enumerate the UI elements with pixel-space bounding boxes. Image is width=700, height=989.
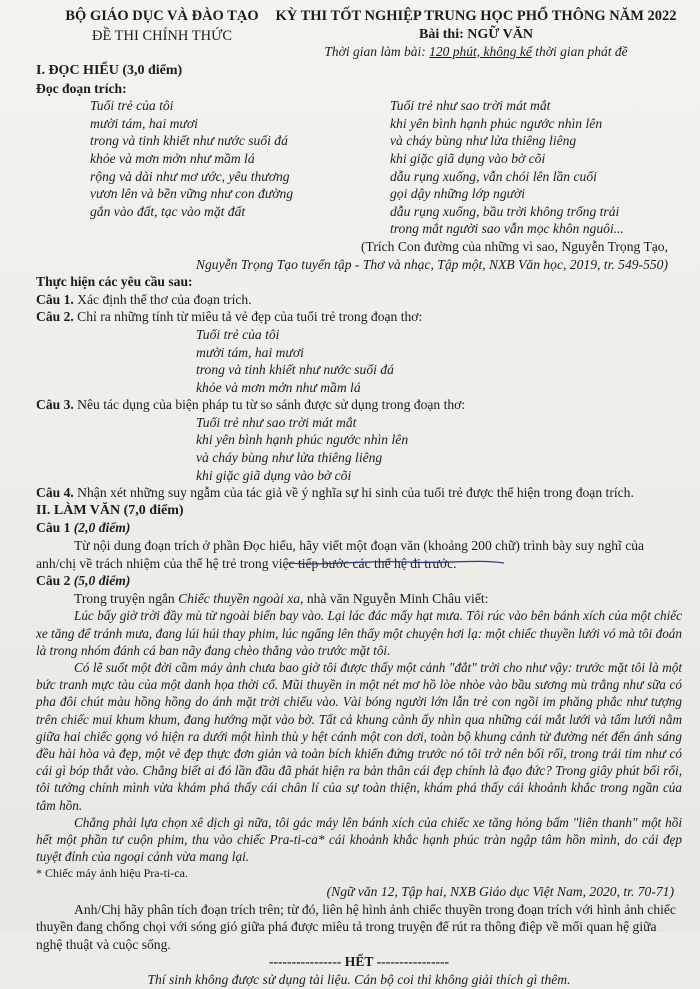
q2-quote-line-4: khỏe và mơn mởn như mầm lá [196, 379, 361, 395]
writing-question-2-label: Câu 2 [36, 573, 71, 589]
writing-question-1-points: (2,0 điểm) [70, 520, 131, 536]
poem-left-column [36, 97, 366, 238]
reading-section-title: I. ĐỌC HIỂU (3,0 điểm) [36, 63, 183, 78]
question-4-text: Nhận xét những suy ngẫm của tác giả về ý nghĩa sự hi sinh của tuổi trẻ được thể hiện trong đoạn trích. [73, 485, 634, 501]
question-3-quote [36, 414, 682, 484]
story-title: Chiếc thuyền ngoài xa [178, 590, 301, 606]
poem-right-column [366, 97, 682, 238]
ministry-name: BỘ GIÁO DỤC VÀ ĐÀO TẠO [65, 8, 259, 24]
writing-question-2-intro [36, 590, 682, 608]
header-left [62, 8, 262, 45]
poem-excerpt [36, 97, 682, 238]
exam-header [0, 8, 700, 68]
story-paragraph-1: Lúc bấy giờ trời đầy mù từ ngoài biển bay vào. Lại lác đác mấy hạt mưa. Tôi rúc vào bên bánh xích của một chiếc xe tăng để tránh mưa, đang lúi húi thay phim, lúc ngẩng lên thấy một chuyện hơi lạ: một chiếc thuyền lưới vó mà tôi đoán là trong nhóm đánh cá ban nãy đang chèo thẳng vào trước mặt tôi. [36, 608, 682, 658]
writing-question-1-label: Câu 1 [36, 520, 71, 536]
poem-citation-line-1: (Trích Con đường của những vì sao, Nguyễn Trọng Tạo, [360, 238, 668, 254]
poem-left-line-4: khỏe và mơn mởn như mầm lá [90, 150, 255, 166]
question-2-quote [36, 326, 682, 396]
official-label: ĐỀ THI CHÍNH THỨC [91, 28, 232, 44]
question-1 [36, 291, 682, 309]
writing-question-2-task: Anh/Chị hãy phân tích đoạn trích trên; từ đó, liên hệ hình ảnh chiếc thuyền trong đoạn trích với hình ảnh chiếc thuyền đang chống chọi với sóng gió giữa phá được miêu tả trong truyện để rút ra thông điệp về mối quan hệ giữa nghệ thuật và cuộc sống. [36, 901, 676, 952]
duration-prefix: Thời gian làm bài: [324, 44, 430, 59]
q2-quote-line-1: Tuổi trẻ của tôi [196, 326, 280, 342]
header-right [262, 8, 690, 60]
question-1-label: Câu 1. [36, 291, 74, 307]
question-2-label: Câu 2. [36, 309, 74, 325]
excerpt-label: Đọc đoạn trích: [36, 80, 127, 96]
question-2-text: Chỉ ra những tính từ miêu tả vẻ đẹp của tuổi trẻ trong đoạn thơ: [73, 309, 423, 325]
writing-section-title: II. LÀM VĂN (7,0 điểm) [36, 502, 184, 518]
poem-right-line-2: khi yên bình hạnh phúc ngước nhìn lên [390, 115, 603, 131]
question-3 [36, 396, 682, 414]
poem-right-line-6: gọi dậy những lớp người [390, 186, 526, 202]
q3-quote-line-4: khi giặc giã dụng vào bờ cõi [196, 467, 352, 483]
q2-quote-line-3: trong và tinh khiết như nước suối đá [196, 362, 394, 378]
end-marker: ---------------- HẾT ---------------- [268, 954, 450, 970]
story-paragraph-2: Có lẽ suốt một đời cầm máy ảnh chưa bao giờ tôi được thấy một cảnh "đắt" trời cho như vậy: trước mặt tôi là một bức tranh mực tàu của một danh họa thời cổ. Mũi thuyền in một nét mơ hồ lòe nhòe vào bầu sương mù trắng như sữa có pha đôi chút màu hồng hồng do ánh mặt trời chiếu vào. Vài bóng người lớn lẫn trẻ con ngồi im phăng phắc như tượng trên chiếc mui khum khum, đang hướng mặt vào bờ. Tất cả khung cảnh ấy nhìn qua những cái mắt lưới và tấm lưới nằm giữa hai chiếc gọng vó hiện ra dưới một hình thù y hệt cánh một con dơi, toàn bộ khung cảnh từ đường nét đến ánh sáng đều hài hòa và đẹp, một vẻ đẹp thực đơn giản và toàn bích khiến đứng trước nó tôi trở nên bối rối, trong trái tim như có cái gì bóp thắt vào. Chẳng biết ai đó lần đầu đã phát hiện ra bản thân cái đẹp chính là đạo đức? Trong giây phút bối rối, tôi tưởng chính mình vừa khám phá thấy cái chân lí của sự toàn thiện, khám phá thấy cái khoảnh khắc trong ngần của tâm hồn. [36, 660, 682, 813]
poem-right-line-5: dẫu rụng xuống, vẫn chói lên lần cuối [390, 168, 597, 184]
instructions-label: Thực hiện các yêu cầu sau: [36, 274, 193, 290]
writing-question-2-points: (5,0 điểm) [70, 573, 131, 589]
writing-question-1-text: Từ nội dung đoạn trích ở phần Đọc hiểu, hãy viết một đoạn văn (khoảng 200 chữ) trình bày suy nghĩ của anh/chị về trách nhiệm của thế hệ trẻ trong việc tiếp bước các thế hệ đi trước. [36, 538, 645, 571]
footnote: * Chiếc máy ảnh hiệu Pra-ti-ca. [36, 866, 188, 881]
writing-question-1-heading [36, 519, 682, 537]
writing-question-2-heading [36, 572, 682, 590]
poem-left-line-5: rộng và dài như mơ ước, yêu thương [90, 168, 290, 184]
exam-subject: Bài thi: NGỮ VĂN [419, 27, 533, 42]
poem-citation-line-2: Nguyễn Trọng Tạo tuyển tập - Thơ và nhạc, Tập một, NXB Văn học, 2019, tr. 549-550) [195, 256, 668, 272]
question-4 [36, 484, 682, 502]
question-1-text: Xác định thể thơ của đoạn trích. [73, 291, 252, 307]
q3-quote-line-2: khi yên bình hạnh phúc ngước nhìn lên [196, 432, 409, 448]
poem-left-line-3: trong và tinh khiết như nước suối đá [90, 133, 288, 149]
poem-left-line-6: vươn lên và bền vững như con đường [90, 186, 294, 202]
poem-left-line-7: gắn vào đất, tạc vào mặt đất [90, 203, 246, 219]
exam-content [36, 62, 682, 989]
question-4-label: Câu 4. [36, 485, 74, 501]
poem-left-line-2: mười tám, hai mươi [90, 115, 198, 131]
story-paragraph-3: Chẳng phải lựa chọn xê dịch gì nữa, tôi gác máy lên bánh xích của chiếc xe tăng hỏng bấm "liên thanh" một hồi hết một phần tư cuộn phim, thu vào chiếc Pra-ti-ca* cái khoảnh khắc hạnh phúc tràn ngập tâm hồn mình, do cái đẹp tuyệt đỉnh của ngoại cảnh vừa mang lại. [36, 814, 682, 865]
poem-right-line-7: dẫu rụng xuống, bầu trời không trống trải [390, 203, 620, 219]
duration-value: 120 phút, không kể [429, 44, 532, 59]
intro-part-a: Trong truyện ngắn [74, 590, 179, 606]
proctor-note: Thí sinh không được sử dụng tài liệu. Cán bộ coi thi không giải thích gì thêm. [147, 972, 571, 988]
exam-duration [262, 44, 690, 60]
poem-right-line-3: và cháy bùng như lửa thiêng liêng [390, 133, 577, 149]
intro-part-b: , nhà văn Nguyễn Minh Châu viết: [300, 590, 489, 606]
question-3-label: Câu 3. [36, 397, 74, 413]
story-source: (Ngữ văn 12, Tập hai, NXB Giáo dục Việt Nam, 2020, tr. 70-71) [326, 884, 674, 900]
exam-title: KỲ THI TỐT NGHIỆP TRUNG HỌC PHỔ THÔNG NĂM 2022 [275, 8, 677, 24]
poem-right-line-4: khi giặc giã dụng vào bờ cõi [390, 150, 546, 166]
duration-suffix: thời gian phát đề [531, 44, 628, 59]
q3-quote-line-1: Tuổi trẻ như sao trời mát mắt [196, 414, 357, 430]
question-2 [36, 308, 682, 326]
poem-right-line-1: Tuổi trẻ như sao trời mát mắt [390, 98, 551, 114]
q2-quote-line-2: mười tám, hai mươi [196, 344, 304, 360]
poem-right-line-8: trong mắt người sao vẫn mọc khôn nguôi... [390, 221, 624, 237]
q3-quote-line-3: và cháy bùng như lửa thiêng liêng [196, 450, 383, 466]
question-3-text: Nêu tác dụng của biện pháp tu từ so sánh được sử dụng trong đoạn thơ: [73, 397, 466, 413]
poem-left-line-1: Tuổi trẻ của tôi [90, 98, 174, 114]
